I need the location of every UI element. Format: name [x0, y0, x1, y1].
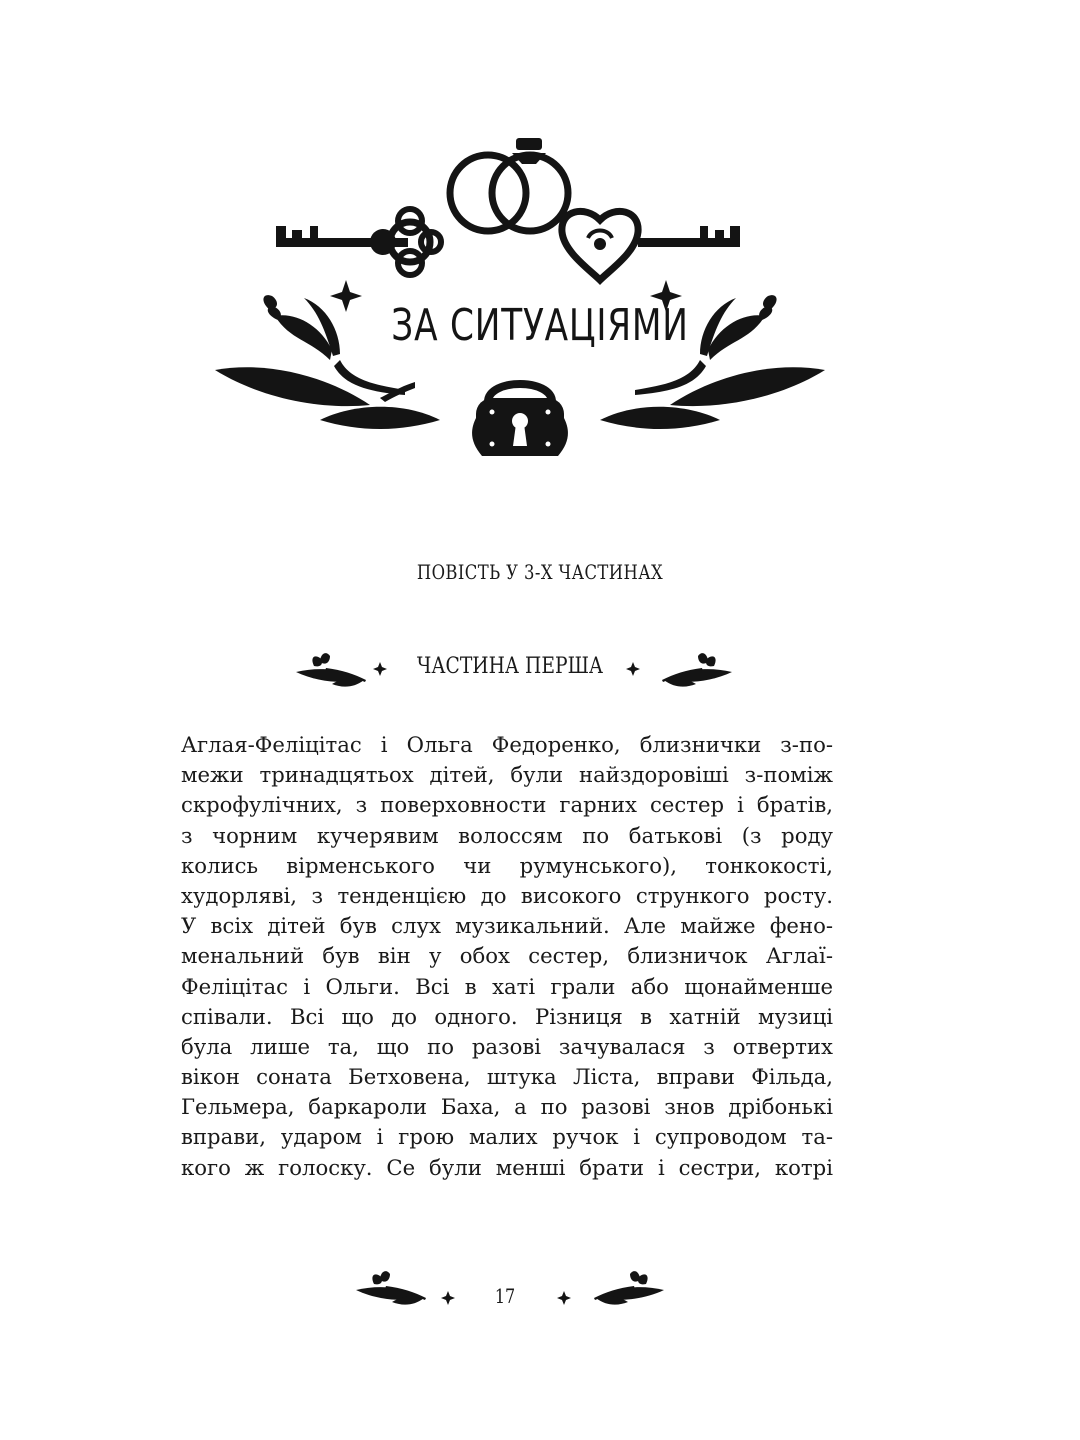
- left-sparkle-icon: [373, 662, 387, 676]
- text-line: з чорним кучерявим волоссям по батькові (з роду: [181, 822, 833, 848]
- text-line: менальний був він у обох сестер, близничок Аглаї-: [181, 943, 833, 969]
- text-line: колись вірменського чи румунського), тонкокості,: [181, 852, 833, 878]
- text-line: співали. Всі що до одного. Різниця в хатній музиці: [181, 1003, 833, 1029]
- footer-left-flourish-icon: [352, 1262, 442, 1312]
- text-line: кого ж голоску. Се були менші брати і сестри, котрі: [181, 1154, 833, 1180]
- footer-left-sparkle-icon: [441, 1291, 455, 1305]
- right-key-icon: [562, 211, 740, 280]
- padlock-icon: [472, 384, 568, 456]
- page-title: ЗА СИТУАЦІЯМИ: [391, 300, 689, 351]
- text-line: Гельмера, баркароли Баха, а по разові знов дрібонькі: [181, 1094, 833, 1120]
- book-subtitle: ПОВІСТЬ У 3-Х ЧАСТИНАХ: [416, 560, 664, 584]
- text-line: була лише та, що по разові зачувалася з отвертих: [181, 1033, 833, 1059]
- right-flourish-icon: [646, 644, 736, 694]
- text-line: У всіх дітей був слух музикальний. Але майже фено-: [181, 913, 833, 939]
- text-line: скрофулічних, з поверховности гарних сестер і братів,: [181, 792, 833, 818]
- text-line: вікон соната Бетховена, штука Ліста, вправи Фільда,: [181, 1064, 833, 1090]
- text-line: Феліцітас і Ольги. Всі в хаті грали або щонайменше: [181, 973, 833, 999]
- left-flourish-icon: [292, 644, 382, 694]
- page-footer: [0, 1262, 1080, 1312]
- rings-icon: [450, 155, 568, 231]
- part-title: ЧАСТИНА ПЕРША: [416, 654, 604, 679]
- right-sparkle-icon: [626, 662, 640, 676]
- text-line: межи тринадцятьох дітей, були найздоровіші з-поміж: [181, 762, 833, 788]
- left-key-icon: [276, 209, 441, 275]
- text-line: худорляві, з тенденцією до високого стрункого росту.: [181, 882, 833, 908]
- page-number: 17: [494, 1284, 516, 1308]
- footer-right-flourish-icon: [578, 1262, 668, 1312]
- part-heading-row: [0, 644, 1080, 694]
- footer-right-sparkle-icon: [557, 1291, 571, 1305]
- text-line: Аглая-Феліцітас і Ольга Федоренко, близнички з-по-: [181, 732, 833, 757]
- body-paragraph: [181, 730, 833, 1183]
- text-line: вправи, ударом і грою малих ручок і супроводом та-: [181, 1124, 833, 1150]
